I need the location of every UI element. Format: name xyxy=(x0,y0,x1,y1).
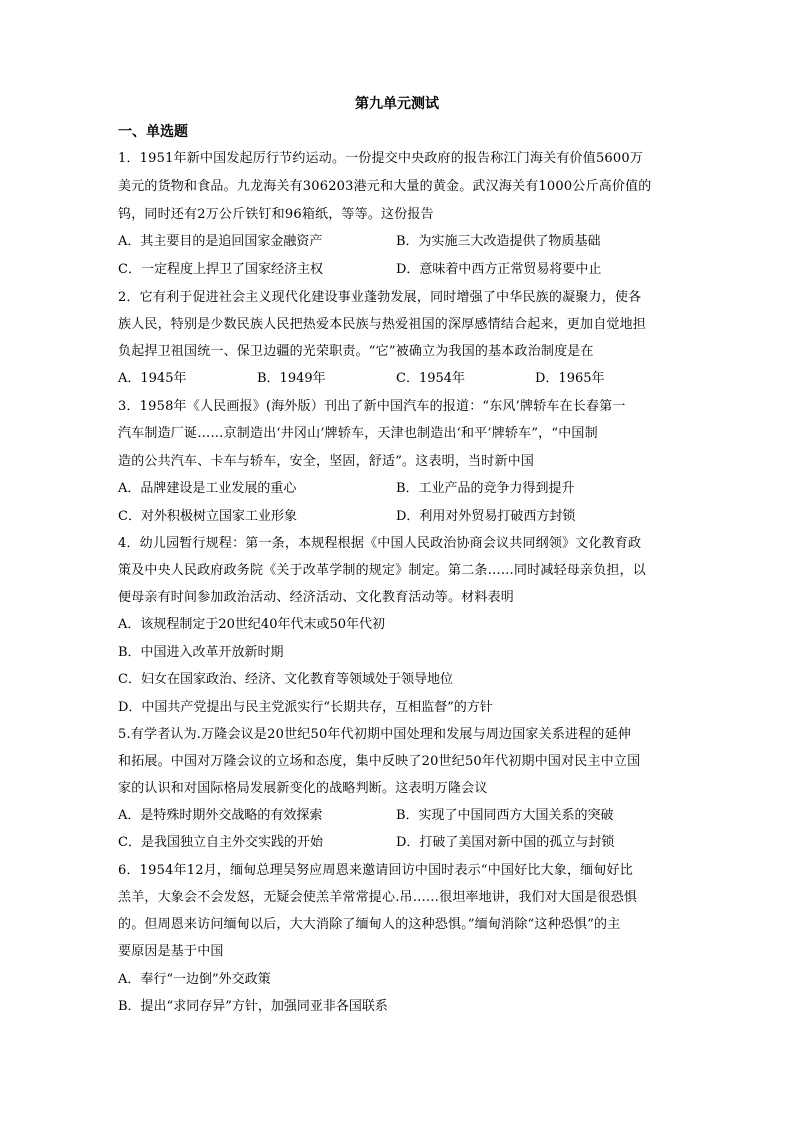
q5-line-2: 和拓展。中国对万隆会议的立场和态度，集中反映了20世纪50年代初期中国对民主中立国 xyxy=(118,754,641,769)
q4-option-c: C．妇女在国家政治、经济、文化教育等领域处于领导地位 xyxy=(118,672,453,687)
q2-option-c: C．1954年 xyxy=(396,371,466,386)
q1-option-d: D．意味着中西方正常贸易将要中止 xyxy=(396,262,602,277)
q3-option-c: C．对外积极树立国家工业形象 xyxy=(118,509,297,524)
q4-line-1: 4．幼儿园暂行规程：第一条，本规程根据《中国人民政治协商会议共同纲领》文化教育政 xyxy=(118,536,642,551)
q5-option-a: A．是特殊时期外交战略的有效探索 xyxy=(118,808,323,823)
q6-line-2: 羔羊，大象会不会发怒，无疑会使羔羊常常提心.吊……很坦率地讲，我们对大国是很恐惧 xyxy=(118,890,638,905)
q1-line-2: 美元的货物和食品。九龙海关有306203港元和大量的黄金。武汉海关有1000公斤高价值的 xyxy=(118,179,652,194)
q6-option-a: A．奉行“一边倒”外交政策 xyxy=(118,972,271,987)
q6-line-3: 的。但周恩来访问缅甸以后，大大消除了缅甸人的这种恐惧。”缅甸消除“这种恐惧”的主 xyxy=(118,917,621,932)
q2-line-3: 负起捍卫祖国统一、保卫边疆的光荣职责。“它”被确立为我国的基本政治制度是在 xyxy=(118,344,594,359)
q6-line-1: 6．1954年12月，缅甸总理吴努应周恩来邀请回访中国时表示“中国好比大象，缅甸好比 xyxy=(118,863,633,878)
q3-option-d: D．利用对外贸易打破西方封锁 xyxy=(396,509,576,524)
q6-option-b: B．提出“求同存异”方针，加强同亚非各国联系 xyxy=(118,999,388,1014)
q2-option-d: D．1965年 xyxy=(535,371,605,386)
q2-option-b: B．1949年 xyxy=(257,371,326,386)
section-heading: 一、单选题 xyxy=(118,124,188,140)
q5-option-b: B．实现了中国同西方大国关系的突破 xyxy=(396,808,614,823)
q4-option-a: A．该规程制定于20世纪40年代末或50年代初 xyxy=(118,617,386,632)
q5-line-1: 5.有学者认为.万隆会议是20世纪50年代初期中国处理和发展与周边国家关系进程的延伸 xyxy=(118,727,632,742)
q3-line-3: 造的公共汽车、卡车与轿车，安全，坚固，舒适”。这表明，当时新中国 xyxy=(118,454,535,469)
q4-line-3: 便母亲有时间参加政治活动、经济活动、文化教育活动等。材料表明 xyxy=(118,590,515,605)
q3-line-2: 汽车制造厂诞……京制造出‘井冈山’牌轿车，天津也制造出‘和平’牌轿车”，“中国制 xyxy=(118,426,598,441)
q3-line-1: 3．1958年《人民画报》(海外版）刊出了新中国汽车的报道：“东风’牌轿车在长春第一 xyxy=(118,399,626,414)
q2-line-2: 族人民，特别是少数民族人民把热爱本民族与热爱祖国的深厚感情结合起来，更加自觉地担 xyxy=(118,317,647,332)
q1-option-b: B．为实施三大改造提供了物质基础 xyxy=(396,234,601,249)
q2-option-a: A．1945年 xyxy=(118,371,187,386)
q1-line-1: 1．1951年新中国发起厉行节约运动。一份提交中央政府的报告称江门海关有价值5600万 xyxy=(118,151,644,166)
q5-option-c: C．是我国独立自主外交实践的开始 xyxy=(118,835,323,850)
q3-option-a: A．品牌建设是工业发展的重心 xyxy=(118,481,297,496)
q3-option-b: B．工业产品的竞争力得到提升 xyxy=(396,481,575,496)
q1-option-a: A．其主要目的是追回国家金融资产 xyxy=(118,234,323,249)
q1-line-3: 钨，同时还有2万公斤铁钉和96箱纸，等等。这份报告 xyxy=(118,207,434,222)
q1-option-c: C．一定程度上捍卫了国家经济主权 xyxy=(118,262,323,277)
q2-line-1: 2．它有利于促进社会主义现代化建设事业蓬勃发展，同时增强了中华民族的凝聚力，使各 xyxy=(118,290,642,305)
q6-line-4: 要原因是基于中国 xyxy=(118,944,224,959)
q5-option-d: D．打破了美国对新中国的孤立与封锁 xyxy=(396,835,615,850)
q4-option-d: D．中国共产党提出与民主党派实行“长期共存，互相监督”的方针 xyxy=(118,700,493,715)
q5-line-3: 家的认识和对国际格局发展新变化的战略判断。这表明万隆会议 xyxy=(118,781,488,796)
page-title: 第九单元测试 xyxy=(355,96,439,112)
q4-option-b: B．中国进入改革开放新时期 xyxy=(118,645,284,660)
q4-line-2: 策及中央人民政府政务院《关于改革学制的规定》制定。第二条……同时减轻母亲负担，以 xyxy=(118,563,647,578)
